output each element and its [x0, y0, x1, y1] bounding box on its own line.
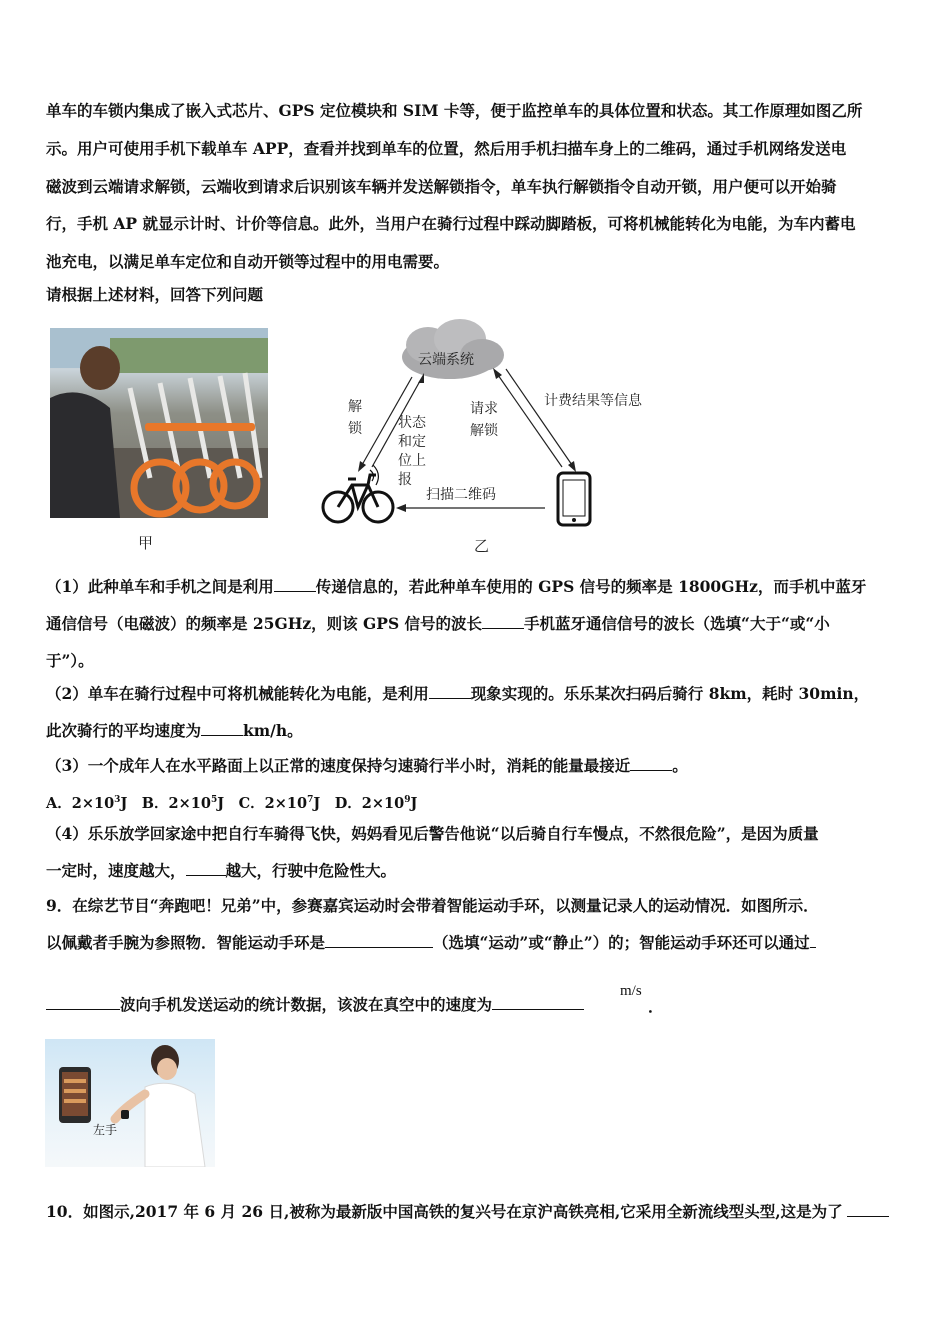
q9-line2 — [46, 933, 908, 953]
option-a[interactable]: A．2×10 — [46, 794, 115, 812]
request-label-2: 解锁 — [470, 423, 498, 439]
status-label-4: 报 — [398, 472, 412, 488]
arrow-head-to-phone — [568, 461, 576, 472]
intro-line-2: 示。用户可使用手机下载单车 APP，查看并找到单车的位置，然后用手机扫描车身上的二维码，通过手机网络发送电 — [46, 139, 847, 158]
billing-label: 计费结果等信息 — [544, 393, 642, 409]
q8-p3-text-a: （3）一个成年人在水平路面上以正常的速度保持匀速骑行半小时，消耗的能量最接近 — [46, 756, 631, 775]
shared-bike-photo — [50, 328, 268, 518]
cloud-system-label: 云端系统 — [418, 352, 474, 368]
runner-photo — [45, 1039, 215, 1167]
q8-part1-line2 — [46, 614, 908, 634]
q8-p2-text-d: km/h。 — [243, 721, 303, 740]
q8-part1-line3: 于”）。 — [46, 651, 94, 670]
working-principle-diagram — [300, 315, 660, 555]
q8-p1-text-d: 手机蓝牙通信信号的波长（选填“大于“或“小 — [524, 614, 830, 633]
option-d[interactable]: J D．2×10 — [313, 794, 405, 812]
q8-p1-text-a: （1）此种单车和手机之间是利用 — [46, 577, 274, 596]
bicycle-icon — [323, 475, 393, 522]
q8-part2-line1 — [46, 684, 908, 704]
unlock-label-1: 解 — [348, 399, 362, 415]
q9-text-c: 波向手机发送运动的统计数据，该波在真空中的速度为 — [120, 995, 493, 1014]
q8-p2-text-b: 现象实现的。乐乐某次扫码后骑行 8km，耗时 30min， — [470, 684, 870, 703]
unlock-label-2: 锁 — [348, 421, 362, 437]
option-d-exponent: 9 — [404, 795, 411, 805]
status-label-3: 位上 — [398, 453, 426, 469]
figure-yi-caption: 乙 — [474, 537, 490, 555]
option-unit: J — [410, 794, 418, 812]
q8-part4-line1: （4）乐乐放学回家途中把自行车骑得飞快，妈妈看见后警告他说“以后骑自行车慢点，不然很危险”，是因为质量 — [46, 824, 819, 843]
q8-p1-text-c: 通信信号（电磁波）的频率是 25GHz，则该 GPS 信号的波长 — [46, 614, 483, 633]
q8-part4-line2 — [46, 861, 908, 881]
status-label-2: 和定 — [398, 434, 426, 450]
intro-line-3: 磁波到云端请求解锁，云端收到请求后识别该车辆并发送解锁指令，单车执行解锁指令自动开锁，用户便可以开始骑 — [46, 177, 837, 196]
option-a-exponent: 3 — [114, 795, 121, 805]
q8-p4-text-c: 越大，行驶中危险性大。 — [225, 861, 397, 880]
smart-band-icon — [121, 1110, 129, 1119]
answer-blank[interactable] — [810, 933, 816, 948]
q8-part3-options — [46, 790, 908, 814]
q10-text: 10．如图示,2017 年 6 月 26 日,被称为最新版中国高铁的复兴号在京沪高铁亮相,它采用全新流线型头型,这是为了 — [46, 1202, 843, 1221]
answer-blank[interactable] — [429, 684, 471, 699]
q8-p2-text-c: 此次骑行的平均速度为 — [46, 721, 202, 740]
status-label-1: 状态 — [398, 415, 426, 431]
arrow-head-to-bike — [358, 461, 366, 472]
request-label-1: 请求 — [470, 401, 498, 417]
cloud-icon — [402, 319, 504, 379]
intro-line-1: 单车的车锁内集成了嵌入式芯片、GPS 定位模块和 SIM 卡等，便于监控单车的具体位置和状态。其工作原理如图乙所 — [46, 101, 863, 120]
answer-blank[interactable] — [325, 933, 433, 948]
scan-arrow-head — [396, 504, 406, 512]
q8-p4-text-b: 一定时，速度越大， — [46, 861, 186, 880]
answer-blank[interactable] — [201, 721, 243, 736]
answer-blank[interactable] — [630, 756, 672, 771]
q8-part2-line2 — [46, 721, 908, 741]
q8-p2-text-a: （2）单车在骑行过程中可将机械能转化为电能，是利用 — [46, 684, 429, 703]
option-c[interactable]: J C．2×10 — [217, 794, 308, 812]
answer-blank[interactable] — [847, 1202, 889, 1217]
arrow-head-to-cloud-from-phone — [493, 368, 502, 379]
figure-jia-caption: 甲 — [138, 534, 154, 552]
q9-end-punct: ． — [648, 997, 664, 1016]
shared-bike-illustration — [50, 328, 268, 518]
q9-line3 — [46, 995, 908, 1015]
phone-icon — [558, 473, 590, 525]
q8-p3-text-b: 。 — [672, 756, 688, 775]
answer-blank[interactable] — [274, 577, 316, 592]
q8-part3-line1 — [46, 756, 908, 776]
q8-p1-text-b: 传递信息的，若此种单车使用的 GPS 信号的频率是 1800GHz，而手机中蓝牙 — [315, 577, 867, 596]
intro-line-5: 池充电，以满足单车定位和自动开锁等过程中的用电需要。 — [46, 252, 450, 271]
intro-line-6: 请根据上述材料，回答下列问题 — [46, 285, 264, 304]
q10-line1 — [46, 1202, 908, 1222]
option-b[interactable]: J B．2×10 — [120, 794, 211, 812]
q8-part1-line1 — [46, 577, 908, 597]
option-b-exponent: 5 — [210, 795, 218, 805]
answer-blank[interactable] — [482, 614, 524, 629]
q9-line1: 9．在综艺节目“奔跑吧！兄弟”中，参赛嘉宾运动时会带着智能运动手环，以测量记录人的运动情况．如图所示． — [46, 896, 819, 915]
intro-line-4: 行，手机 AP 就显示计时、计价等信息。此外，当用户在骑行过程中踩动脚踏板，可将机械能转化为电能，为车内蓄电 — [46, 214, 856, 233]
speed-unit: m/s — [620, 983, 642, 999]
q9-text-a: 以佩戴者手腕为参照物．智能运动手环是 — [46, 933, 326, 952]
option-c-exponent: 7 — [307, 795, 314, 805]
answer-blank[interactable] — [186, 861, 226, 876]
answer-blank[interactable] — [492, 995, 584, 1010]
runner-illustration — [45, 1039, 215, 1167]
scan-qr-label: 扫描二维码 — [426, 487, 496, 503]
answer-blank[interactable] — [46, 995, 120, 1010]
q9-text-b: （选填“运动”或“静止”）的；智能运动手环还可以通过 — [433, 933, 810, 952]
left-hand-label: 左手 — [93, 1123, 118, 1137]
